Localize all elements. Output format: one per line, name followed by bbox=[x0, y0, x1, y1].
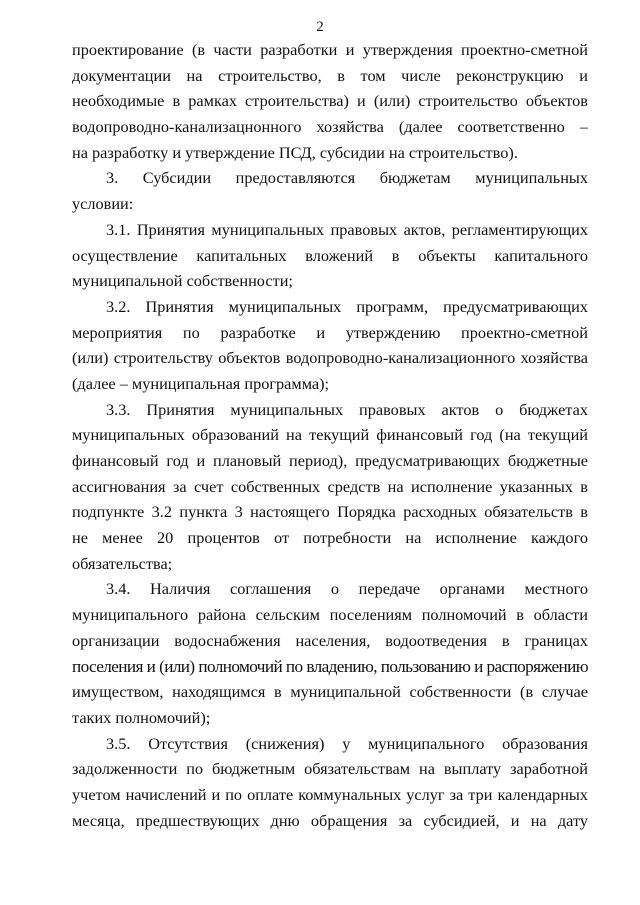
text-line: (или) строительству объектов водопроводно-канализационного хозяйства bbox=[72, 348, 588, 368]
text-line: 3. Субсидии предоставляются бюджетам муниципальных bbox=[106, 168, 588, 188]
text-line: проектирование (в части разработки и утверждения проектно-сметной bbox=[72, 40, 588, 59]
text-line: не менее 20 процентов от потребности на исполнение каждого bbox=[72, 528, 588, 548]
text-line: необходимые в рамках строительства) и (или) строительство объектов bbox=[72, 91, 588, 111]
text-line: имуществом, находящимся в муниципальной собственности (в случае bbox=[72, 682, 588, 702]
text-line: финансовый год и плановый период), предусматривающих бюджетные bbox=[72, 451, 588, 470]
text-line: водопроводно-канализацнонного хозяйства (далее соответственно – bbox=[72, 117, 588, 137]
text-line: 3.5. Отсутствия (снижения) у муниципального образования bbox=[106, 733, 588, 753]
text-line: учетом начислений и по оплате коммунальных услуг за три календарных bbox=[72, 784, 588, 804]
text-line: таких полномочий); bbox=[72, 707, 211, 727]
text-line: муниципальных образований на текущий финансовый год (на текущий bbox=[72, 425, 588, 445]
text-line: осуществление капитальных вложений в объекты капитального bbox=[72, 245, 588, 265]
text-line: задолженности по бюджетным обязательствам на выплату заработной bbox=[72, 759, 588, 779]
text-line: на разработку и утверждение ПСД, субсидии на строительство). bbox=[72, 142, 518, 162]
text-line: условии: bbox=[72, 194, 134, 214]
text-line: муниципального района сельским поселениям полномочий в области bbox=[72, 605, 588, 625]
text-line: ассигнования за счет собственных средств на исполнение указанных в bbox=[72, 476, 588, 496]
paragraph bbox=[72, 397, 588, 577]
text-line: документации на строительство, в том числе реконструкцию и bbox=[72, 65, 588, 85]
text-line: подпункте 3.2 пункта 3 настоящего Порядка расходных обязательств в bbox=[72, 502, 588, 522]
text-line: 3.2. Принятия муниципальных программ, предусматривающих bbox=[106, 296, 588, 316]
text-line: поселения и (или) полномочий по владению, пользованию и распоряжению bbox=[72, 656, 588, 676]
paragraph bbox=[72, 217, 588, 294]
text-line: муниципальной собственности; bbox=[72, 271, 293, 291]
text-line: мероприятия по разработке и утверждению проектно-сметной bbox=[72, 322, 588, 342]
text-line: 3.3. Принятия муниципальных правовых актов о бюджетах bbox=[106, 399, 588, 419]
paragraph bbox=[72, 731, 588, 834]
text-line: месяца, предшествующих дню обращения за субсидией, и на дату bbox=[72, 810, 588, 830]
paragraph bbox=[72, 294, 588, 397]
text-line: 3.4. Наличия соглашения о передаче органами местного bbox=[106, 579, 588, 599]
text-line: (далее – муниципальная программа); bbox=[72, 373, 330, 393]
document-body bbox=[72, 37, 588, 833]
text-line: организации водоснабжения населения, водоотведения в границах bbox=[72, 630, 588, 650]
paragraph bbox=[72, 576, 588, 730]
paragraph bbox=[72, 165, 588, 216]
paragraph bbox=[72, 37, 588, 165]
page-number: 2 bbox=[316, 19, 324, 35]
text-line: 3.1. Принятия муниципальных правовых актов, регламентирующих bbox=[106, 219, 588, 239]
text-line: обязательства; bbox=[72, 553, 173, 573]
